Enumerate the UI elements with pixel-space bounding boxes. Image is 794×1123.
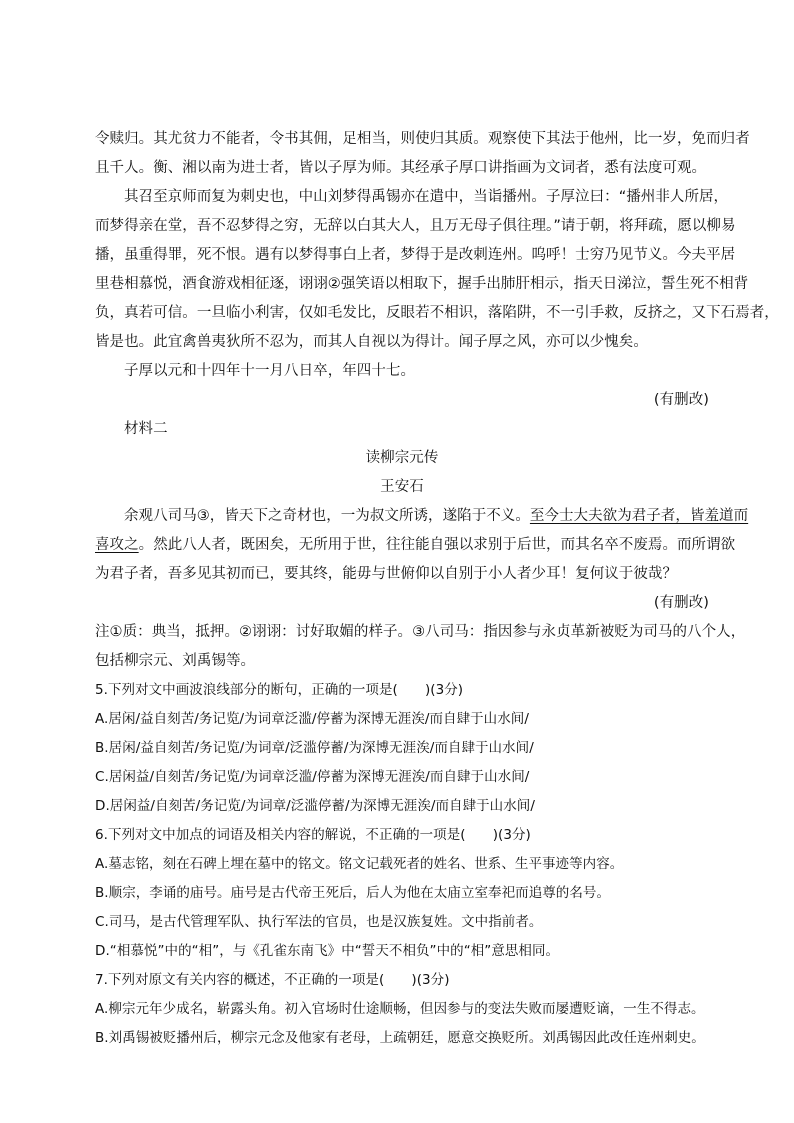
passage-line: 其召至京师而复为刺史也，中山刘梦得禹锡亦在遣中，当诣播州。子厚泣曰：“播州非人所居，: [124, 189, 729, 205]
footnote: 包括柳宗元、刘禹锡等。: [95, 653, 256, 669]
question-stem: 5.下列对文中画波浪线部分的断句，正确的一项是( )(3分): [95, 682, 464, 698]
option-a: A.柳宗元年少成名，崭露头角。初入官场时仕途顺畅，但因参与的变法失败而屡遭贬谪，一生不得志。: [95, 1001, 705, 1017]
option-a: A.墓志铭，刻在石碑上埋在墓中的铭文。铭文记载死者的姓名、世系、生平事迹等内容。: [95, 856, 624, 872]
essay-text: 余观八司马③，皆天下之奇材也，一为叔文所诱，遂陷于不义。: [124, 508, 530, 524]
passage-line: 负，真若可信。一旦临小利害，仅如毛发比，反眼若不相识，落陷阱，不一引手救，反挤之，又下石焉者，: [95, 305, 779, 321]
passage-line: 而梦得亲在堂，吾不忍梦得之穷，无辞以白其大人，且万无母子俱往理。”请于朝，将拜疏，愿以柳易: [95, 218, 736, 234]
question-stem: 6.下列对文中加点的词语及相关内容的解说，不正确的一项是( )(3分): [95, 827, 531, 843]
passage-line: 令赎归。其尤贫力不能者，令书其佣，足相当，则使归其质。观察使下其法于他州，比一岁，免而归者: [95, 131, 750, 147]
passage-line: 子厚以元和十四年十一月八日卒，年四十七。: [124, 363, 415, 379]
question-6: [95, 821, 709, 850]
option-d: D.居闲益/自刻苦/务记览/为词章/泛滥停蓄/为深博无涯涘/而自肆于山水间/: [95, 798, 535, 814]
essay-line: [95, 531, 736, 560]
passage-line: 皆是也。此宜禽兽夷狄所不忍为，而其人自视以为得计。闻子厚之风，亦可以少愧矣。: [95, 334, 648, 350]
option-b: B.刘禹锡被贬播州后，柳宗元念及他家有老母，上疏朝廷，愿意交换贬所。刘禹锡因此改任连州刺史。: [95, 1030, 705, 1046]
source-note: (有删改): [653, 595, 709, 611]
essay-text: 。然此八人者，既困矣，无所用于世，往往能自强以求别于后世，而其名卒不废焉。而所谓欲: [138, 537, 736, 553]
option-d: D.“相慕悦”中的“相”，与《孔雀东南飞》中“誓天不相负”中的“相”意思相同。: [95, 943, 560, 959]
option-b: B.顺宗，李诵的庙号。庙号是古代帝王死后，后人为他在太庙立室奉祀而追尊的名号。: [95, 885, 611, 901]
essay-line: [95, 502, 749, 531]
footnote: 注①质：典当，抵押。②诩诩：讨好取媚的样子。③八司马：指因参与永贞革新被贬为司马的八个人，: [95, 624, 746, 640]
option-a: A.居闲/益自刻苦/务记览/为词章泛滥/停蓄为深博无涯涘/而自肆于山水间/: [95, 711, 529, 727]
question-5: [95, 676, 709, 705]
underlined-sentence: 至今士大夫欲为君子者，皆羞道而: [529, 508, 749, 524]
option-b: B.居闲/益自刻苦/务记览/为词章/泛滥停蓄/为深博无涯涘/而自肆于山水间/: [95, 740, 534, 756]
essay-author: 王安石: [380, 479, 424, 495]
passage-line: 播，虽重得罪，死不恨。遇有以梦得事白上者，梦得于是改刺连州。呜呼！士穷乃见节义。今夫平居: [95, 247, 736, 263]
question-stem: 7.下列对原文有关内容的概述，不正确的一项是( )(3分): [95, 972, 450, 988]
source-note: (有删改): [653, 392, 709, 408]
material-label: 材料二: [124, 421, 168, 437]
essay-title: 读柳宗元传: [365, 450, 439, 466]
option-c: C.居闲益/自刻苦/务记览/为词章泛滥/停蓄为深博无涯涘/而自肆于山水间/: [95, 769, 530, 785]
underlined-sentence: 喜攻之: [95, 537, 139, 553]
question-7: [95, 966, 709, 995]
essay-line: 为君子者，吾多见其初而已，要其终，能毋与世俯仰以自别于小人者少耳！复何议于彼哉？: [95, 566, 677, 582]
passage-line: 里巷相慕悦，酒食游戏相征逐，诩诩②强笑语以相取下，握手出肺肝相示，指天日涕泣，誓生死不相背: [95, 276, 749, 292]
passage-line: 且千人。衡、湘以南为进士者，皆以子厚为师。其经承子厚口讲指画为文词者，悉有法度可观。: [95, 160, 707, 176]
option-c: C.司马，是古代管理军队、执行军法的官员，也是汉族复姓。文中指前者。: [95, 914, 543, 930]
document-page: [95, 125, 779, 1053]
